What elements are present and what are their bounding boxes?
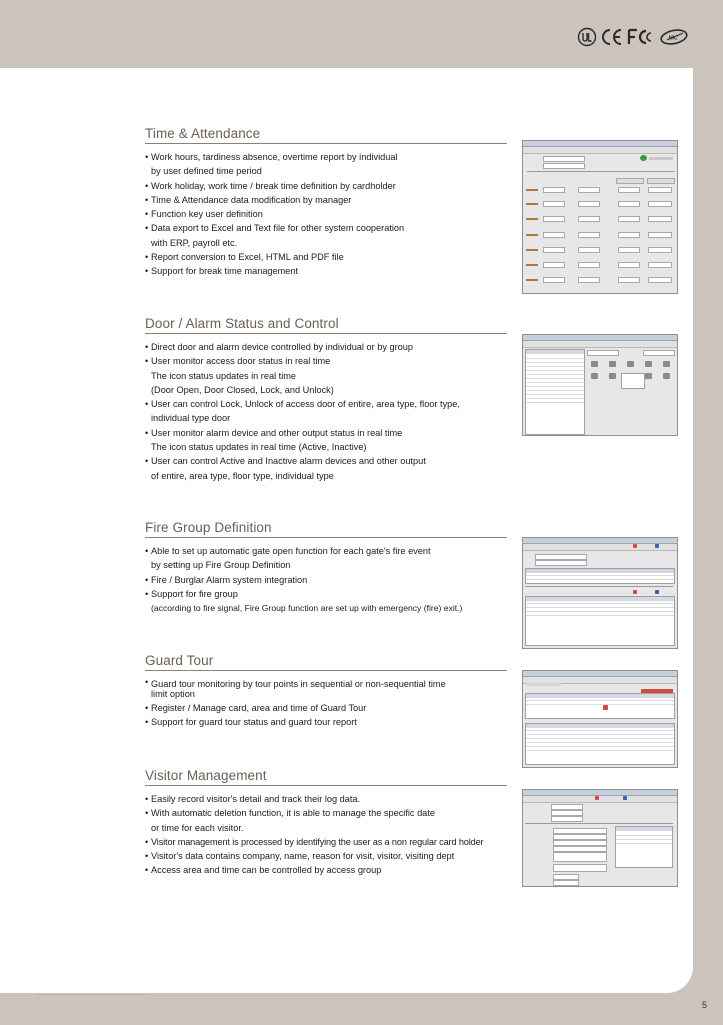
screenshot-field [543, 262, 565, 268]
screenshot-field [543, 247, 565, 253]
screenshot-grid [525, 568, 675, 584]
list-item [145, 792, 507, 806]
screenshot-field [643, 350, 675, 356]
bullet-text: Guard tour monitoring by tour points in sequential or non-sequential time [151, 679, 446, 689]
screenshot-field [578, 201, 600, 207]
bullet-text: Direct door and alarm device controlled by individual or by group [151, 342, 413, 352]
page-number: 5 [701, 1000, 707, 1010]
bullet-text: Easily record visitor's detail and track their log data. [151, 794, 361, 804]
bullet-continuation: (Door Open, Door Closed, Lock, and Unlock) [151, 384, 334, 395]
fcc-logo-icon [627, 28, 655, 46]
screenshot-field [618, 187, 640, 193]
bullet-text: Access area and time can be controlled by access group [151, 865, 382, 876]
bullet-continuation: The icon status updates in real time (Active, Inactive) [151, 442, 367, 453]
screenshot-field [543, 216, 565, 222]
screenshot-field [543, 156, 585, 162]
list-item [145, 573, 507, 587]
list-item [145, 454, 507, 483]
bullet-list [145, 150, 507, 279]
ul-logo-icon [577, 27, 597, 47]
bullet-text: Support for fire group [151, 588, 238, 599]
bullet-text: Time & Attendance data modification by manager [151, 194, 352, 205]
section-title: Fire Group Definition [145, 520, 507, 538]
screenshot-label [526, 203, 538, 205]
screenshot-field [543, 187, 565, 193]
toolbar-icon [655, 590, 659, 594]
screenshot-field [618, 216, 640, 222]
bullet-text: Register / Manage card, area and time of Guard Tour [151, 703, 367, 713]
screenshot-field [618, 277, 640, 283]
screenshot-label [526, 279, 538, 281]
certification-logos [577, 26, 689, 48]
section-title: Time & Attendance [145, 126, 507, 144]
list-item [145, 835, 507, 849]
bullet-continuation: of entire, area type, floor type, individual type [151, 470, 334, 481]
screenshot-label [526, 249, 538, 251]
mic-logo-icon [659, 28, 689, 46]
door-icon [627, 361, 634, 367]
screenshot-toolbar [523, 147, 677, 154]
screenshot-field [648, 262, 672, 268]
screenshot-button [647, 178, 675, 184]
bullet-list [145, 792, 507, 878]
bullet-continuation: or time for each visitor. [151, 822, 244, 833]
bullet-text: Support for break time management [151, 266, 299, 277]
screenshot-field [578, 216, 600, 222]
screenshot-label [526, 234, 538, 236]
fire-group-screenshot [522, 537, 678, 649]
list-item [145, 354, 507, 397]
bullet-continuation: The icon status updates in real time [151, 370, 297, 381]
green-status-icon [640, 155, 647, 161]
list-item [145, 426, 507, 455]
bullet-continuation: by user defined time period [151, 166, 262, 177]
door-icon [591, 373, 598, 379]
list-item [145, 264, 507, 278]
bullet-text: Work hours, tardiness absence, overtime report by individual [151, 152, 398, 162]
section-visitor-management [145, 768, 507, 878]
list-item [145, 715, 507, 729]
section-guard-tour [145, 653, 507, 730]
screenshot-field [551, 816, 583, 822]
door-icon [609, 373, 616, 379]
screenshot-field [578, 232, 600, 238]
screenshot-field [648, 187, 672, 193]
footer-divider [36, 994, 146, 995]
screenshot-field [648, 216, 672, 222]
bullet-text: Visitor's data contains company, name, reason for visit, visitor, visiting dept [151, 851, 455, 862]
visitor-management-screenshot [522, 789, 678, 887]
time-attendance-screenshot [522, 140, 678, 294]
screenshot-field [543, 163, 585, 169]
screenshot-field [578, 277, 600, 283]
ce-logo-icon [601, 28, 623, 46]
screenshot-tab [527, 683, 561, 686]
bullet-text: With automatic deletion function, it is able to manage the specific date [151, 808, 435, 819]
bullet-continuation: with ERP, payroll etc. [151, 237, 238, 248]
screenshot-context-menu [621, 373, 645, 389]
door-icon [591, 361, 598, 367]
screenshot-field [648, 277, 672, 283]
bullet-continuation: by setting up Fire Group Definition [151, 560, 291, 571]
door-icon [645, 361, 652, 367]
bullet-text: Data export to Excel and Text file for other system cooperation [151, 223, 405, 234]
bullet-text: User monitor access door status in real time [151, 356, 331, 367]
screenshot-field [543, 201, 565, 207]
section-door-alarm [145, 316, 507, 483]
section-title: Door / Alarm Status and Control [145, 316, 507, 334]
bullet-text: Fire / Burglar Alarm system integration [151, 574, 308, 585]
screenshot-field [618, 247, 640, 253]
bullet-text: Report conversion to Excel, HTML and PDF file [151, 252, 344, 263]
list-item [145, 221, 507, 250]
screenshot-field [648, 201, 672, 207]
door-icon [663, 373, 670, 379]
section-title: Guard Tour [145, 653, 507, 671]
list-item [145, 544, 507, 573]
bullet-text: Work holiday, work time / break time definition by cardholder [151, 180, 396, 191]
toolbar-icon [633, 544, 637, 548]
screenshot-grid [525, 693, 675, 719]
section-time-attendance [145, 126, 507, 279]
list-item [145, 849, 507, 863]
list-item [145, 250, 507, 264]
screenshot-access-group-list [615, 826, 673, 868]
door-alarm-screenshot [522, 334, 678, 436]
screenshot-field [648, 247, 672, 253]
bullet-list [145, 544, 507, 615]
section-title: Visitor Management [145, 768, 507, 786]
bullet-text: Able to set up automatic gate open function for each gate's fire event [151, 546, 431, 556]
screenshot-door-list [525, 349, 585, 435]
bullet-continuation: individual type door [151, 413, 231, 424]
toolbar-icon [623, 796, 627, 800]
list-item [145, 701, 507, 715]
list-item [145, 806, 507, 835]
list-item [145, 150, 507, 179]
screenshot-field [578, 187, 600, 193]
list-item [145, 587, 507, 616]
door-icon [645, 373, 652, 379]
screenshot-grid-header [526, 350, 584, 354]
screenshot-field [553, 880, 579, 886]
screenshot-field [618, 232, 640, 238]
screenshot-divider [525, 586, 673, 587]
list-item [145, 677, 507, 701]
door-icon [663, 361, 670, 367]
screenshot-field [578, 247, 600, 253]
section-fire-group [145, 520, 507, 615]
list-item [145, 193, 507, 207]
screenshot-textarea [553, 852, 607, 862]
list-item [145, 397, 507, 426]
screenshot-field [587, 350, 619, 356]
screenshot-label [526, 264, 538, 266]
screenshot-toolbar [523, 796, 677, 803]
bullet-text: Function key user definition [151, 209, 263, 220]
screenshot-field [578, 262, 600, 268]
screenshot-field [543, 277, 565, 283]
toolbar-icon [633, 590, 637, 594]
screenshot-label [526, 218, 538, 220]
screenshot-textarea [553, 864, 607, 872]
screenshot-button [616, 178, 644, 184]
screenshot-field [618, 201, 640, 207]
screenshot-divider [525, 823, 673, 824]
screenshot-grid [525, 596, 675, 646]
bullet-list [145, 340, 507, 483]
svg-text:MIC: MIC [668, 35, 678, 42]
bullet-text: Visitor management is processed by identifying the user as a non regular card holder [151, 836, 484, 847]
list-item [145, 179, 507, 193]
screenshot-toolbar [523, 544, 677, 551]
bullet-text: User can control Lock, Unlock of access door of entire, area type, floor type, [151, 399, 460, 410]
screenshot-label [526, 189, 538, 191]
bullet-continuation: (according to fire signal, Fire Group function are set up with emergency (fire) exit.) [151, 603, 463, 614]
alarm-indicator [603, 705, 608, 710]
screenshot-toolbar [523, 341, 677, 348]
bullet-text: User can control Active and Inactive alarm devices and other output [151, 456, 426, 467]
footer-band [0, 993, 723, 1025]
bullet-list [145, 677, 507, 730]
screenshot-field [648, 232, 672, 238]
screenshot-field [543, 232, 565, 238]
guard-tour-screenshot [522, 670, 678, 768]
bullet-text: User monitor alarm device and other output status in real time [151, 427, 403, 438]
list-item [145, 207, 507, 221]
door-icon [609, 361, 616, 367]
screenshot-field [535, 560, 587, 566]
toolbar-icon [595, 796, 599, 800]
screenshot-grid [525, 723, 675, 765]
bullet-text: Support for guard tour status and guard tour report [151, 717, 357, 728]
screenshot-field [618, 262, 640, 268]
list-item [145, 863, 507, 877]
screenshot-label [649, 157, 673, 160]
list-item [145, 340, 507, 354]
toolbar-icon [655, 544, 659, 548]
screenshot-divider [527, 171, 675, 172]
bullet-continuation: limit option [151, 689, 195, 699]
